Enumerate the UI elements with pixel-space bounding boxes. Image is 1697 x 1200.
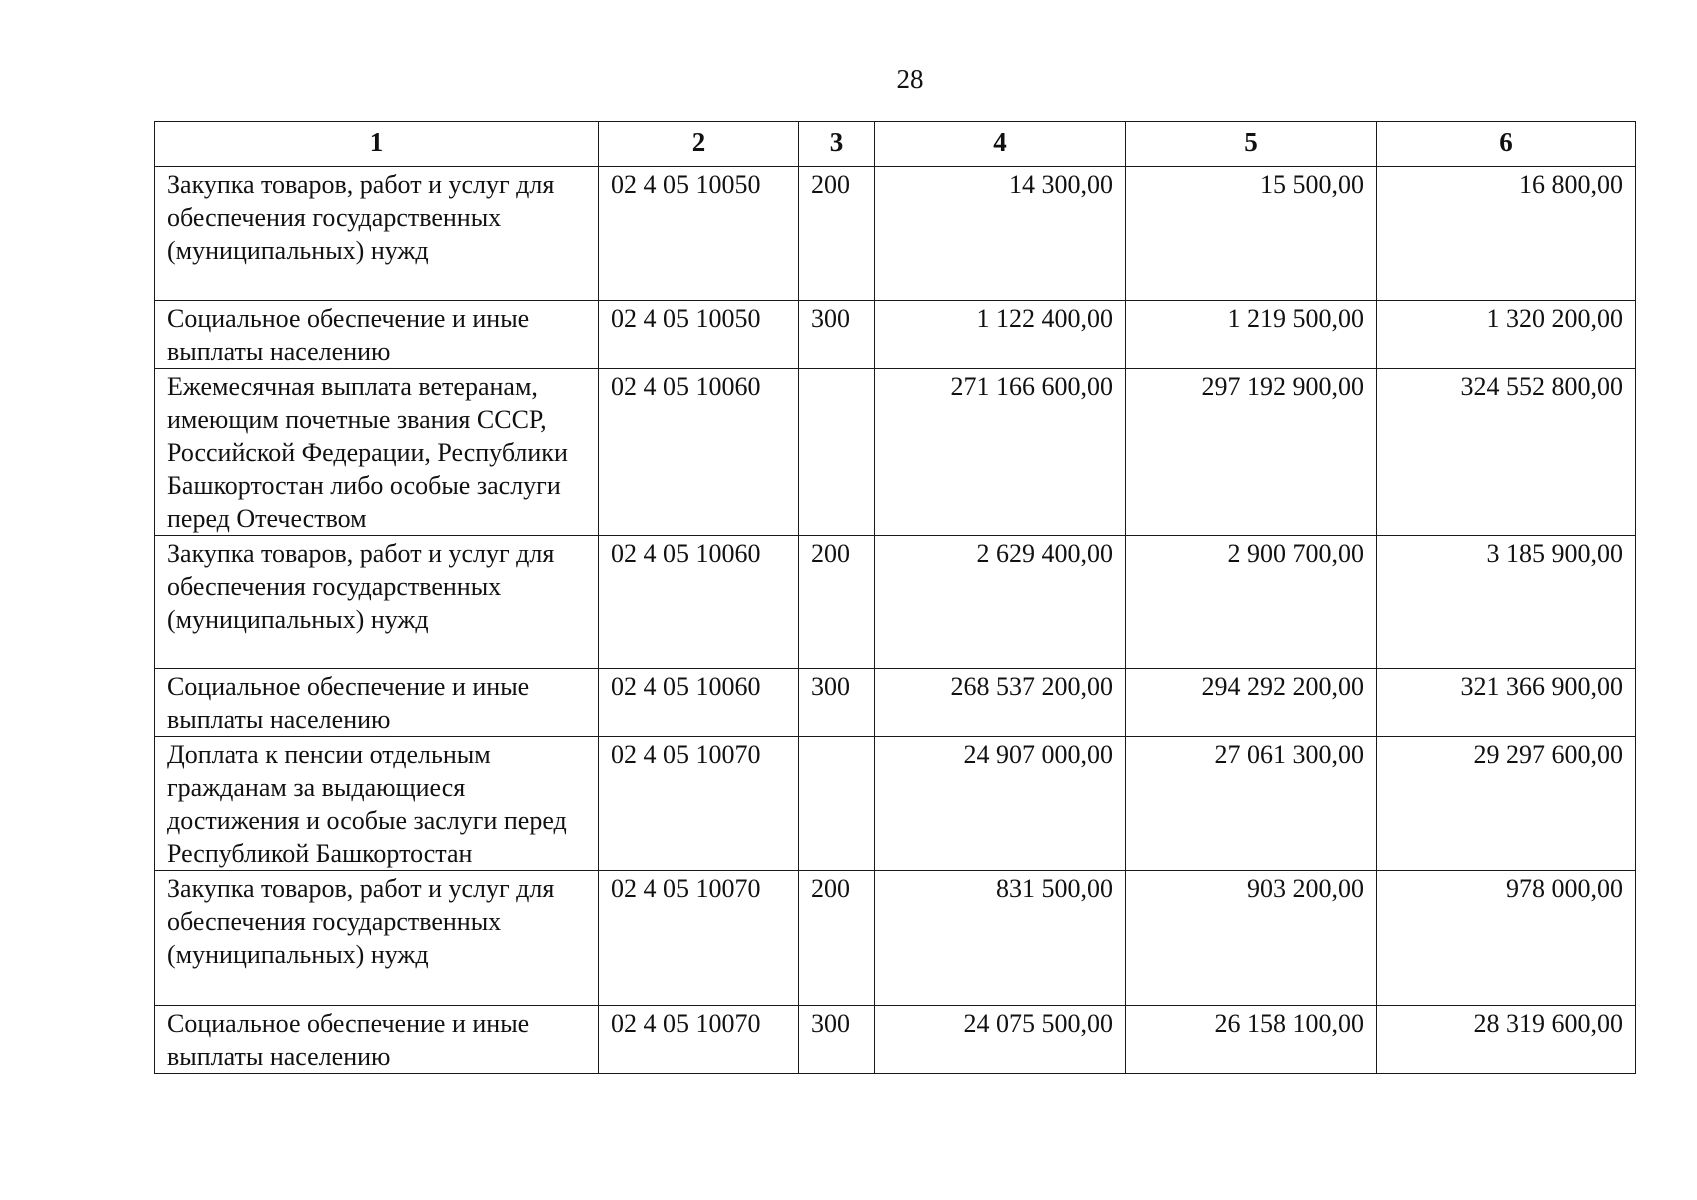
- row-code: 02 4 05 10070: [599, 1006, 799, 1074]
- row-value-col4: 271 166 600,00: [875, 369, 1126, 536]
- row-expense-type: 200: [799, 536, 875, 669]
- row-value-col4: 24 907 000,00: [875, 737, 1126, 871]
- row-expense-type: 300: [799, 301, 875, 369]
- row-value-col4: 14 300,00: [875, 167, 1126, 301]
- row-value-col5: 2 900 700,00: [1126, 536, 1377, 669]
- row-value-col6: 3 185 900,00: [1377, 536, 1636, 669]
- row-code: 02 4 05 10070: [599, 737, 799, 871]
- row-value-col6: 16 800,00: [1377, 167, 1636, 301]
- row-value-col4: 2 629 400,00: [875, 536, 1126, 669]
- row-name: Ежемесячная выплата ветеранам, имеющим почетные звания СССР, Российской Федерации, Республики Башкортостан либо особые заслуги перед Отечеством: [155, 369, 599, 536]
- table-row: [155, 369, 1636, 536]
- row-value-col6: 29 297 600,00: [1377, 737, 1636, 871]
- table-row: [155, 301, 1636, 369]
- row-expense-type: [799, 737, 875, 871]
- row-value-col6: 321 366 900,00: [1377, 669, 1636, 737]
- row-value-col5: 903 200,00: [1126, 871, 1377, 1006]
- row-expense-type: 300: [799, 1006, 875, 1074]
- row-name: Закупка товаров, работ и услуг для обеспечения государственных (муниципальных) нужд: [155, 871, 599, 1006]
- row-name: Доплата к пенсии отдельным гражданам за выдающиеся достижения и особые заслуги перед Республикой Башкортостан: [155, 737, 599, 871]
- row-code: 02 4 05 10060: [599, 369, 799, 536]
- row-value-col5: 26 158 100,00: [1126, 1006, 1377, 1074]
- table-row: [155, 871, 1636, 1006]
- column-header: 2: [599, 122, 799, 167]
- budget-table: [154, 121, 1636, 1074]
- row-value-col6: 28 319 600,00: [1377, 1006, 1636, 1074]
- row-expense-type: 300: [799, 669, 875, 737]
- row-value-col5: 297 192 900,00: [1126, 369, 1377, 536]
- row-name: Социальное обеспечение и иные выплаты населению: [155, 1006, 599, 1074]
- table-row: [155, 167, 1636, 301]
- row-value-col6: 324 552 800,00: [1377, 369, 1636, 536]
- column-header: 3: [799, 122, 875, 167]
- row-value-col4: 268 537 200,00: [875, 669, 1126, 737]
- row-value-col4: 24 075 500,00: [875, 1006, 1126, 1074]
- column-header: 4: [875, 122, 1126, 167]
- row-value-col6: 978 000,00: [1377, 871, 1636, 1006]
- table-row: [155, 669, 1636, 737]
- column-header: 6: [1377, 122, 1636, 167]
- row-code: 02 4 05 10060: [599, 536, 799, 669]
- column-header: 1: [155, 122, 599, 167]
- row-name: Социальное обеспечение и иные выплаты населению: [155, 669, 599, 737]
- row-expense-type: 200: [799, 167, 875, 301]
- row-expense-type: 200: [799, 871, 875, 1006]
- table-header-row: [155, 122, 1636, 167]
- row-code: 02 4 05 10050: [599, 301, 799, 369]
- row-name: Закупка товаров, работ и услуг для обеспечения государственных (муниципальных) нужд: [155, 167, 599, 301]
- row-name: Социальное обеспечение и иные выплаты населению: [155, 301, 599, 369]
- row-value-col5: 1 219 500,00: [1126, 301, 1377, 369]
- table-row: [155, 1006, 1636, 1074]
- row-name: Закупка товаров, работ и услуг для обеспечения государственных (муниципальных) нужд: [155, 536, 599, 669]
- row-code: 02 4 05 10050: [599, 167, 799, 301]
- row-value-col5: 15 500,00: [1126, 167, 1377, 301]
- row-value-col5: 27 061 300,00: [1126, 737, 1377, 871]
- column-header: 5: [1126, 122, 1377, 167]
- row-value-col5: 294 292 200,00: [1126, 669, 1377, 737]
- row-expense-type: [799, 369, 875, 536]
- row-value-col4: 831 500,00: [875, 871, 1126, 1006]
- row-code: 02 4 05 10060: [599, 669, 799, 737]
- table-row: [155, 536, 1636, 669]
- row-value-col6: 1 320 200,00: [1377, 301, 1636, 369]
- row-value-col4: 1 122 400,00: [875, 301, 1126, 369]
- row-code: 02 4 05 10070: [599, 871, 799, 1006]
- page-number: 28: [896, 64, 924, 94]
- table-row: [155, 737, 1636, 871]
